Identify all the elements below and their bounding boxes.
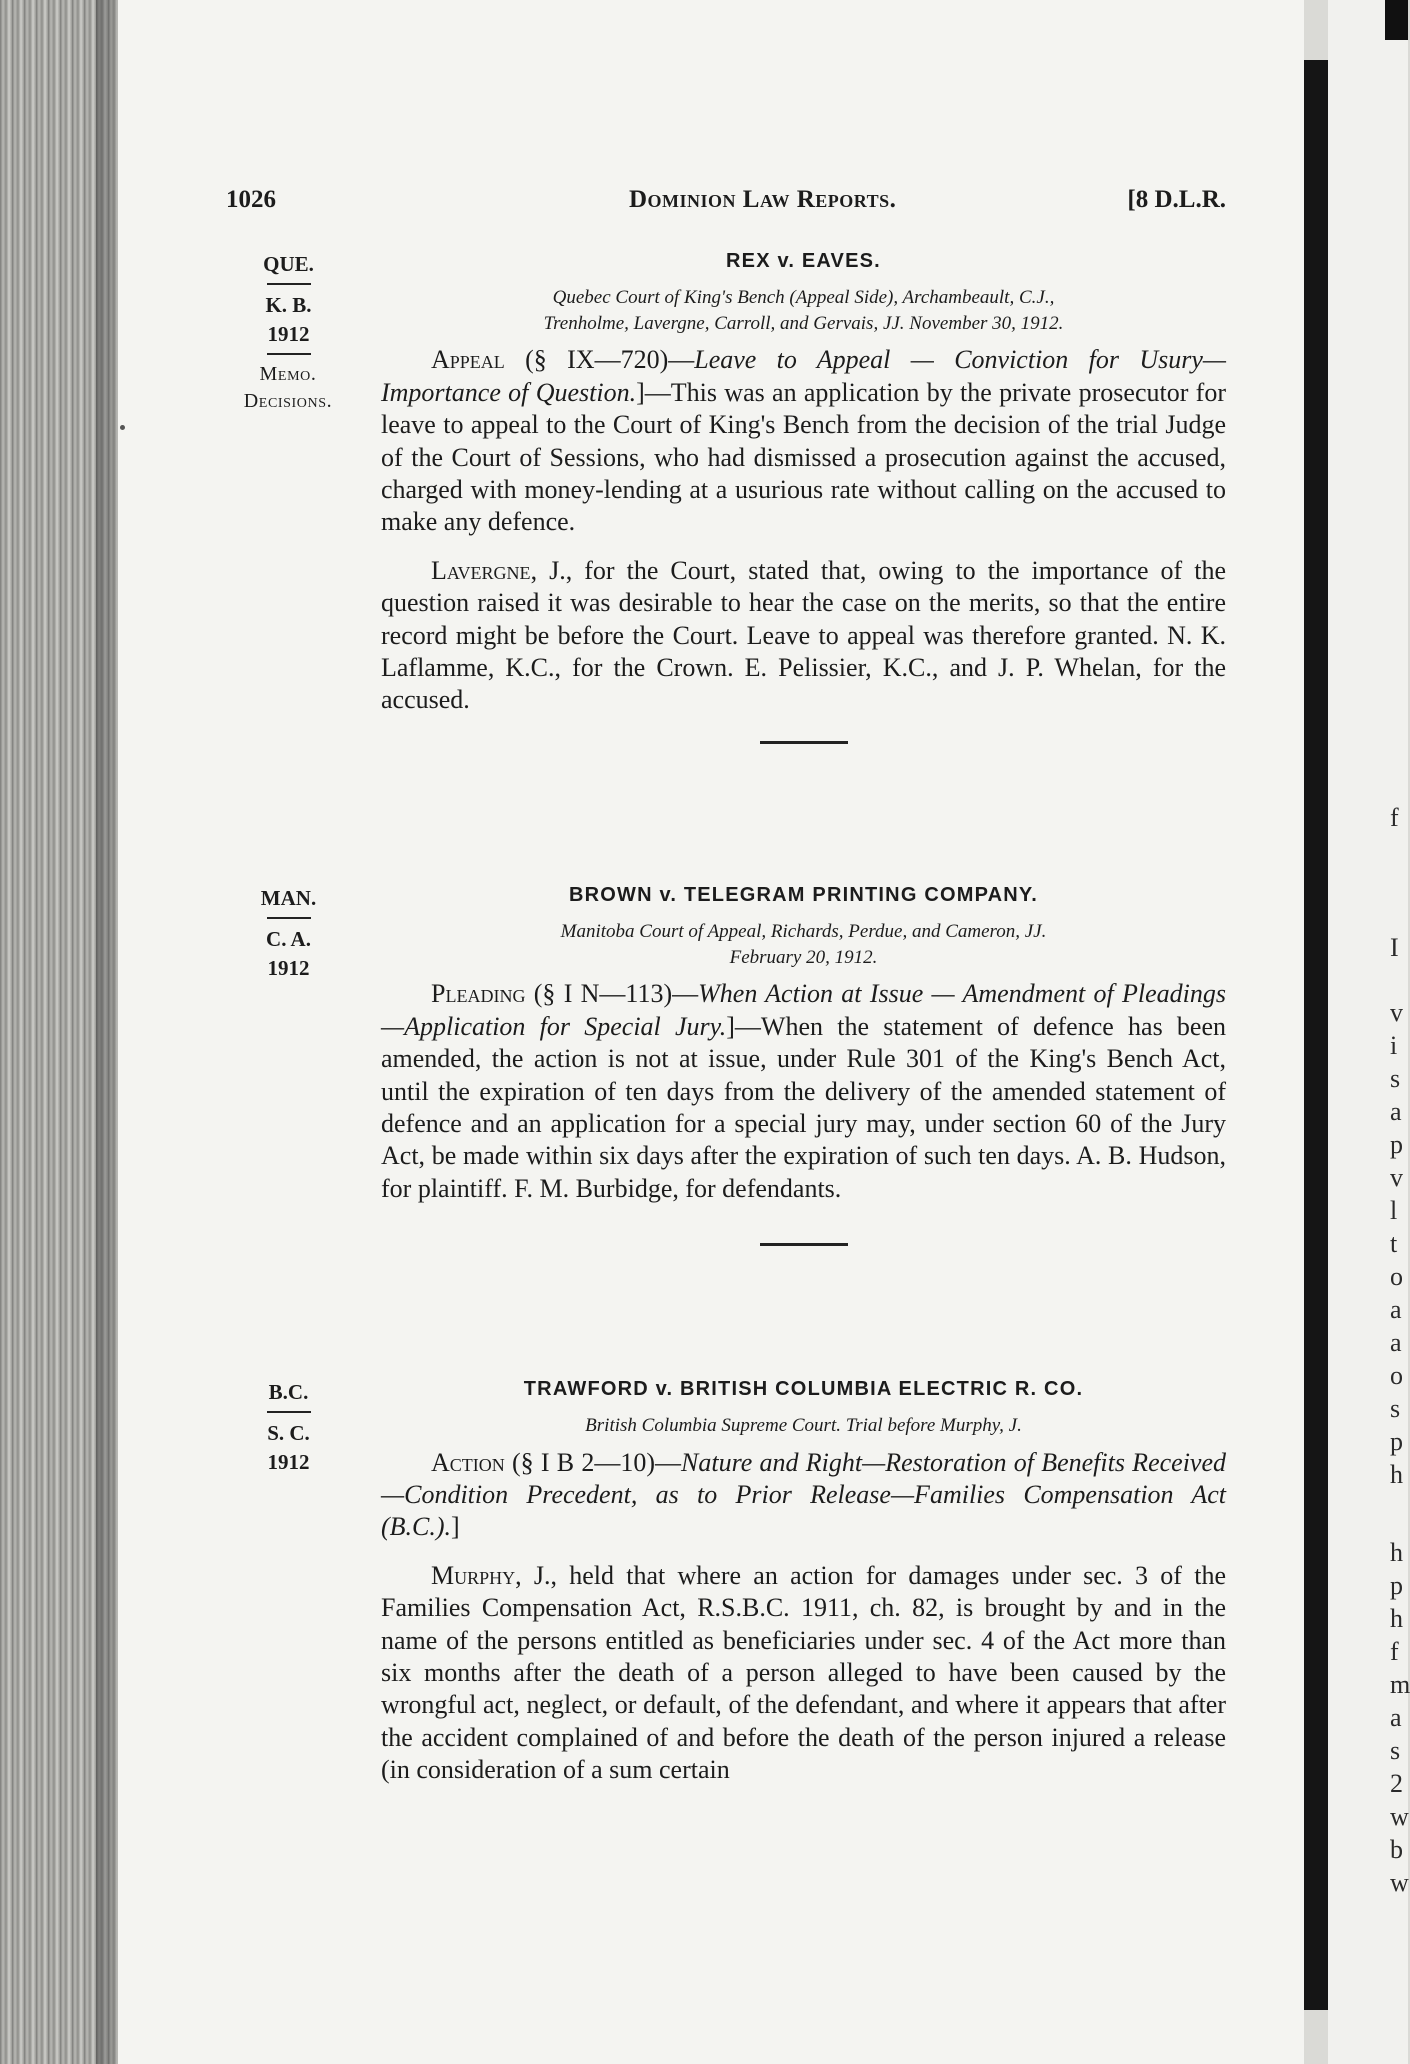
headnote (381, 978, 1226, 1205)
headnote-label: Pleading (431, 979, 526, 1009)
headnote-topic: Nature and Right—Restoration of Benefits Received—Condition Precedent, as to Prior Release—Families Compensation Act (B.C.). (381, 1447, 1226, 1542)
margin-section: Memo. (259, 363, 317, 386)
facing-fragment: v (1390, 998, 1403, 1027)
court-line-2: Trenholme, Lavergne, Carroll, and Gervais, JJ. November 30, 1912. (543, 312, 1064, 334)
scan-border (1385, 0, 1408, 40)
facing-fragment: f (1390, 1637, 1399, 1666)
case-body (381, 884, 1226, 1246)
facing-fragment: p (1390, 1427, 1403, 1456)
facing-fragment: t (1390, 1229, 1398, 1258)
facing-fragment: 2 (1390, 1769, 1403, 1798)
scan-speck (120, 425, 125, 430)
facing-fragment: s (1390, 1064, 1401, 1093)
running-title: Dominion Law Reports. (629, 186, 897, 213)
court-line-1: Manitoba Court of Appeal, Richards, Perdue, and Cameron, JJ. (560, 921, 1047, 942)
margin-court: C. A. (266, 927, 311, 952)
running-header (226, 186, 1226, 226)
margin-jurisdiction: B.C. (268, 1380, 309, 1404)
case-title: REX v. EAVES. (726, 250, 881, 272)
facing-fragment: p (1390, 1130, 1403, 1159)
court-line-2: February 20, 1912. (729, 946, 878, 968)
margin-year: 1912 (267, 1449, 310, 1474)
facing-fragment: l (1390, 1196, 1398, 1225)
facing-fragment: a (1390, 1328, 1402, 1357)
facing-fragment: p (1390, 1571, 1403, 1600)
headnote-label: Action (431, 1447, 505, 1477)
facing-fragment: w (1390, 1868, 1409, 1897)
margin-jurisdiction: MAN. (260, 886, 317, 910)
margin-note (226, 250, 351, 415)
headnote-section: (§ IX—720)— (525, 345, 695, 375)
page-gutter (1304, 60, 1328, 2010)
headnote-section: (§ I N—113)— (533, 979, 699, 1009)
court-line-1: British Columbia Supreme Court. Trial before Murphy, J. (585, 1415, 1022, 1436)
headnote-text: ]—When the statement of defence has been amended, the action is not at issue, under Rule 301 of the King's Bench Act, until the expiration of ten days from the delivery of the amended statement of defence and an application for a special jury may, under section 60 of the Jury Act, be made within six days after the expiration of such ten days. A. B. Hudson, for plaintiff. F. M. Burbidge, for defendants. (381, 1011, 1226, 1203)
margin-rule (267, 917, 311, 919)
headnote-label: Appeal (431, 345, 505, 375)
margin-court: K. B. (265, 293, 312, 318)
facing-fragment: h (1390, 1604, 1403, 1633)
facing-fragment: a (1390, 1703, 1402, 1732)
facing-fragment: o (1390, 1262, 1403, 1291)
headnote-section: (§ I B 2—10)— (512, 1447, 682, 1477)
margin-year: 1912 (267, 321, 310, 346)
judgment-text: , J., held that where an action for damages under sec. 3 of the Families Compensation Act, R.S.B.C. 1911, ch. 82, is brought by and in the name of the persons entitled as beneficiaries under sec. 4 of the Act more than six months after the death of a person alleged to have been caused by the wrongful act, neglect, or default, of the defendant, and where it appears that after the accident complained of and before the death of the person injured a release (in consideration of a sum certain (381, 1560, 1226, 1785)
facing-fragment: v (1390, 1163, 1403, 1192)
margin-court: S. C. (267, 1421, 310, 1446)
facing-fragment: h (1390, 1538, 1403, 1567)
facing-fragment: s (1390, 1736, 1401, 1765)
court-line (381, 285, 1226, 336)
case-title: BROWN v. TELEGRAM PRINTING COMPANY. (568, 884, 1039, 906)
margin-rule (267, 283, 311, 285)
court-line (381, 919, 1226, 970)
headnote-topic: Leave to Appeal — Conviction for Usury—Importance of Question. (381, 345, 1226, 407)
facing-fragment: b (1390, 1835, 1403, 1864)
margin-section: Decisions. (243, 390, 333, 413)
facing-fragment: I (1390, 933, 1399, 962)
facing-fragment: a (1390, 1295, 1402, 1324)
margin-rule (267, 1411, 311, 1413)
headnote-text: ]—This was an application by the private prosecutor for leave to appeal to the Court of King's Bench from the decision of the trial Judge of the Court of Sessions, who had dismissed a prosecution against the accused, charged with money-lending at a usurious rate without calling on the accused to make any defence. (381, 377, 1226, 537)
margin-rule (267, 353, 311, 355)
case-body (381, 250, 1226, 744)
facing-fragment: i (1390, 1031, 1398, 1060)
page-number: 1026 (226, 186, 276, 213)
margin-year: 1912 (267, 955, 310, 980)
judgment-text: , J., for the Court, stated that, owing to the importance of the question raised it was desirable to hear the case on the merits, so that the entire record might be before the Court. Leave to appeal was therefore granted. N. K. Laflamme, K.C., for the Crown. E. Pelissier, K.C., and J. P. Whelan, for the accused. (381, 555, 1226, 715)
headnote-topic: When Action at Issue — Amendment of Pleadings—Application for Special Jury. (381, 979, 1227, 1041)
margin-jurisdiction: QUE. (263, 252, 314, 276)
judgment (381, 555, 1226, 717)
case-body (381, 1378, 1226, 1787)
judgment (381, 1560, 1226, 1787)
facing-fragment: a (1390, 1097, 1402, 1126)
facing-fragment: w (1390, 1802, 1409, 1831)
volume-reference: [8 D.L.R. (1127, 186, 1226, 213)
court-line (381, 1413, 1226, 1439)
section-divider (760, 1243, 848, 1246)
judge-name: Lavergne (431, 555, 531, 585)
margin-note (226, 884, 351, 982)
margin-note (226, 1378, 351, 1476)
section-divider (760, 741, 848, 744)
court-line-1: Quebec Court of King's Bench (Appeal Side), Archambeault, C.J., (552, 287, 1055, 308)
headnote-text: ] (451, 1512, 460, 1542)
headnote (381, 1447, 1226, 1544)
facing-fragment: f (1390, 803, 1399, 832)
facing-fragment: m (1390, 1670, 1410, 1699)
headnote (381, 344, 1226, 538)
judge-name: Murphy (431, 1560, 516, 1590)
facing-fragment: o (1390, 1361, 1403, 1390)
case-title: TRAWFORD v. BRITISH COLUMBIA ELECTRIC R. CO. (523, 1378, 1084, 1400)
facing-fragment: s (1390, 1394, 1401, 1423)
facing-fragment: h (1390, 1460, 1403, 1489)
